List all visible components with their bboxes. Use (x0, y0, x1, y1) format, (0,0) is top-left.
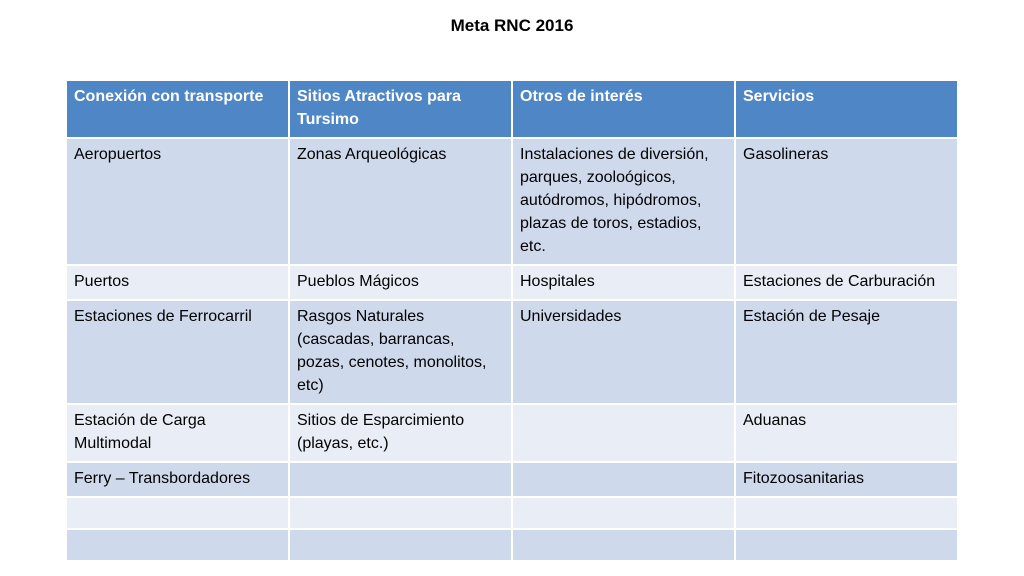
table-cell (735, 497, 958, 529)
table-cell: Estaciones de Ferrocarril (66, 300, 289, 404)
table-cell: Rasgos Naturales (cascadas, barrancas, pozas, cenotes, monolitos, etc) (289, 300, 512, 404)
table-cell: Aduanas (735, 404, 958, 462)
table-cell: Puertos (66, 265, 289, 300)
table-cell: Estación de Pesaje (735, 300, 958, 404)
table-cell: Instalaciones de diversión, parques, zooloógicos, autódromos, hipódromos, plazas de toros, estadios, etc. (512, 138, 735, 265)
table-row (66, 138, 958, 265)
table-cell (289, 462, 512, 497)
table-cell: Estaciones de Carburación (735, 265, 958, 300)
header-servicios: Servicios (735, 80, 958, 138)
table-cell: Sitios de Esparcimiento (playas, etc.) (289, 404, 512, 462)
header-sitios-atractivos: Sitios Atractivos para Tursimo (289, 80, 512, 138)
page-title: Meta RNC 2016 (450, 16, 574, 35)
table-row (66, 529, 958, 561)
rnc-table (65, 79, 959, 562)
table-row (66, 300, 958, 404)
table-cell (66, 529, 289, 561)
table-row (66, 497, 958, 529)
table-cell (512, 529, 735, 561)
table-cell (512, 497, 735, 529)
table-cell (735, 529, 958, 561)
table-cell: Fitozoosanitarias (735, 462, 958, 497)
table-cell (512, 404, 735, 462)
table-row (66, 462, 958, 497)
table-row (66, 404, 958, 462)
table-row (66, 265, 958, 300)
table-cell: Gasolineras (735, 138, 958, 265)
table-cell (512, 462, 735, 497)
header-conexion-transporte: Conexión con transporte (66, 80, 289, 138)
table-cell: Ferry – Transbordadores (66, 462, 289, 497)
table-cell: Universidades (512, 300, 735, 404)
table-cell (66, 497, 289, 529)
header-otros-interes: Otros de interés (512, 80, 735, 138)
table-cell: Zonas Arqueológicas (289, 138, 512, 265)
table-cell: Aeropuertos (66, 138, 289, 265)
table-cell (289, 497, 512, 529)
table-cell (289, 529, 512, 561)
table-cell: Hospitales (512, 265, 735, 300)
table-cell: Estación de Carga Multimodal (66, 404, 289, 462)
table-cell: Pueblos Mágicos (289, 265, 512, 300)
table-header-row (66, 80, 958, 138)
